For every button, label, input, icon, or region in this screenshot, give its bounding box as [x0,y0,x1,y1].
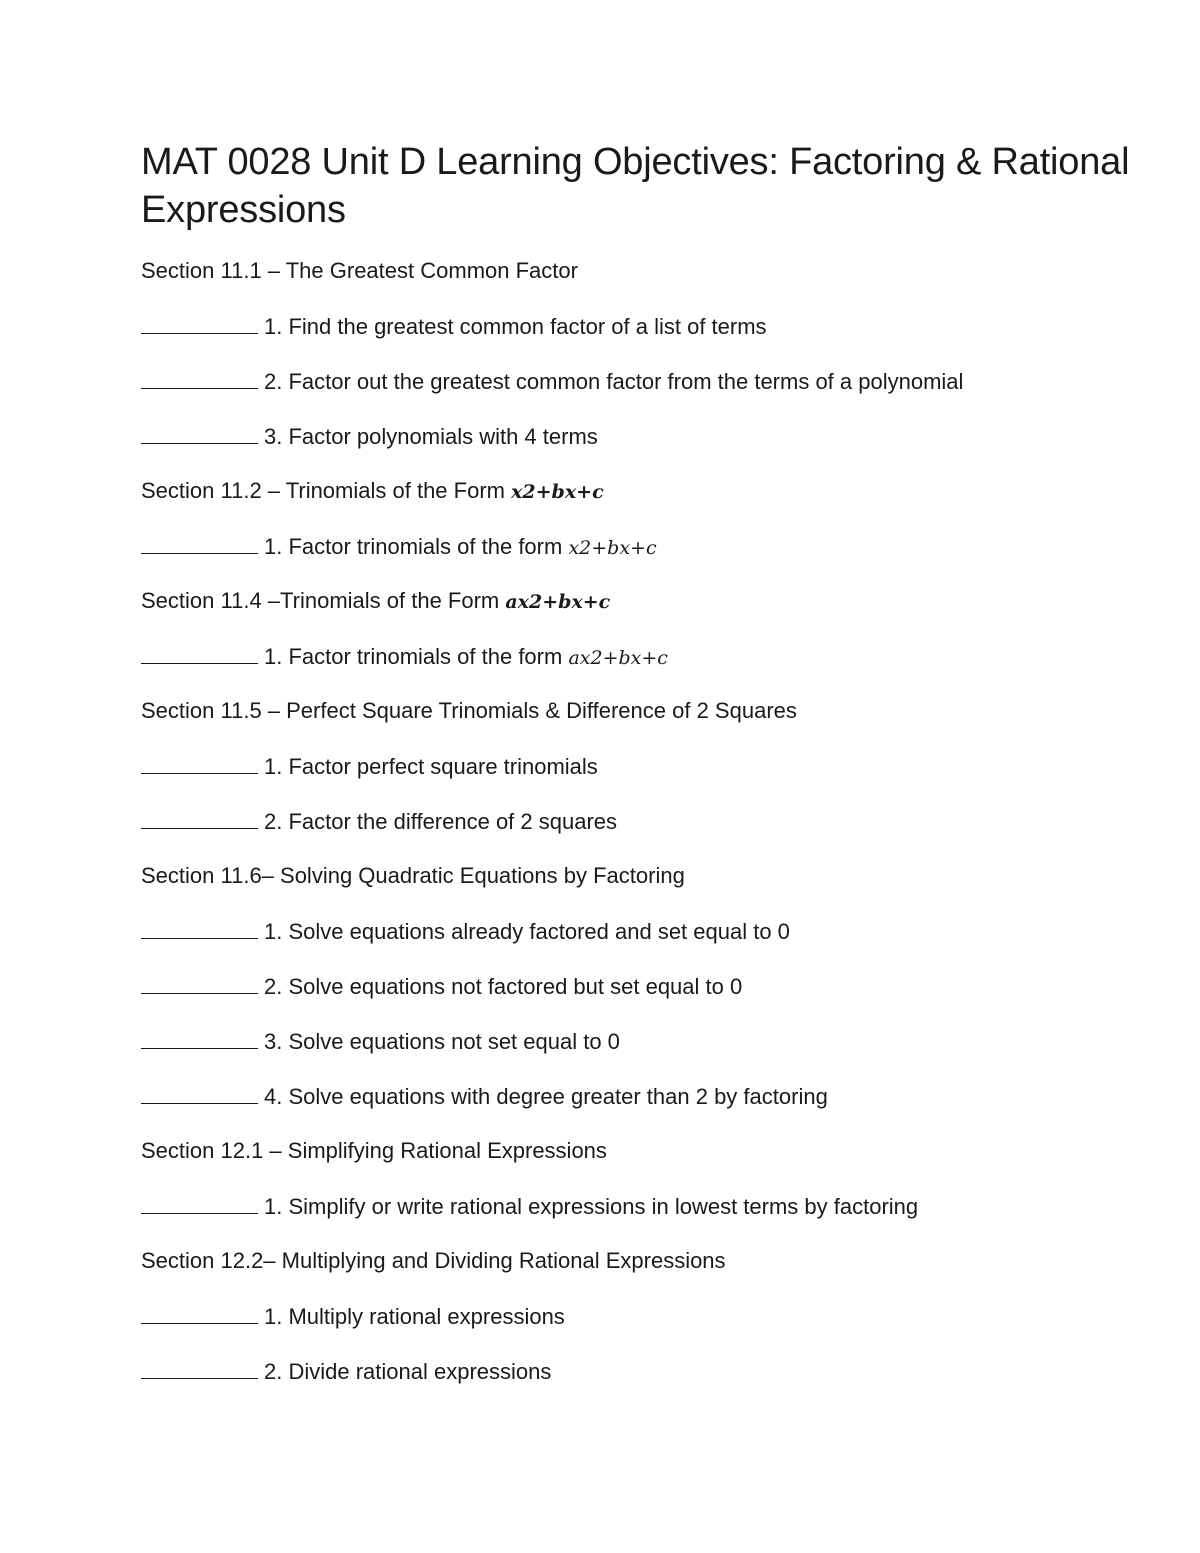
checkoff-blank-line[interactable] [141,1081,258,1104]
objective-item [141,641,1141,671]
objective-text: 1. Solve equations already factored and set equal to 0 [264,919,790,944]
objective-text: 1. Simplify or write rational expressions in lowest terms by factoring [264,1194,919,1219]
objective-text: 4. Solve equations with degree greater than 2 by factoring [264,1084,828,1109]
section-heading [141,1246,1141,1276]
section-heading [141,861,1141,891]
section-heading-text: Section 11.1 – The Greatest Common Factor [141,258,578,283]
objective-text: 1. Find the greatest common factor of a list of terms [264,314,767,339]
objective-item [141,1356,1141,1386]
checkoff-blank-line[interactable] [141,1026,258,1049]
checkoff-blank-line[interactable] [141,421,258,444]
checkoff-blank-line[interactable] [141,971,258,994]
objective-item [141,366,1141,396]
checkoff-blank-line[interactable] [141,641,258,664]
objective-text: 1. Factor trinomials of the form [264,534,569,559]
objective-item [141,916,1141,946]
objective-item [141,1191,1141,1221]
objective-text: 2. Factor the difference of 2 squares [264,809,618,834]
section-heading [141,476,1141,506]
objective-item [141,531,1141,561]
objective-text: 3. Factor polynomials with 4 terms [264,424,598,449]
document-page [141,138,1141,1411]
objective-item [141,1301,1141,1331]
section-heading-text: Section 12.1 – Simplifying Rational Expressions [141,1138,607,1163]
checkoff-blank-line[interactable] [141,751,258,774]
objective-formula: x2+bx+c [568,537,657,559]
section-heading-text: Section 12.2– Multiplying and Dividing Rational Expressions [141,1248,726,1273]
objective-formula: ax2+bx+c [568,647,668,669]
section-heading-text: Section 11.6– Solving Quadratic Equations by Factoring [141,863,685,888]
objective-text: 2. Solve equations not factored but set equal to 0 [264,974,743,999]
section-heading [141,1136,1141,1166]
checkoff-blank-line[interactable] [141,806,258,829]
section-heading-text: Section 11.4 –Trinomials of the Form [141,588,506,613]
section-heading [141,256,1141,286]
objective-text: 2. Factor out the greatest common factor from the terms of a polynomial [264,369,964,394]
checkoff-blank-line[interactable] [141,1301,258,1324]
objective-item [141,751,1141,781]
section-heading-formula: ax2+bx+c [505,591,611,613]
objective-item [141,311,1141,341]
objective-text: 1. Multiply rational expressions [264,1304,565,1329]
checkoff-blank-line[interactable] [141,1191,258,1214]
section-heading-formula: x2+bx+c [511,481,604,503]
section-heading [141,586,1141,616]
sections-container [141,256,1141,1386]
objective-item [141,421,1141,451]
objective-item [141,1081,1141,1111]
objective-text: 1. Factor trinomials of the form [264,644,569,669]
objective-item [141,806,1141,836]
objective-text: 3. Solve equations not set equal to 0 [264,1029,620,1054]
section-heading [141,696,1141,726]
checkoff-blank-line[interactable] [141,916,258,939]
checkoff-blank-line[interactable] [141,366,258,389]
document-title: MAT 0028 Unit D Learning Objectives: Factoring & Rational Expressions [141,141,1130,231]
objective-item [141,971,1141,1001]
objective-item [141,1026,1141,1056]
objective-text: 2. Divide rational expressions [264,1359,552,1384]
checkoff-blank-line[interactable] [141,1356,258,1379]
section-heading-text: Section 11.5 – Perfect Square Trinomials & Difference of 2 Squares [141,698,797,723]
checkoff-blank-line[interactable] [141,311,258,334]
objective-text: 1. Factor perfect square trinomials [264,754,598,779]
section-heading-text: Section 11.2 – Trinomials of the Form [141,478,512,503]
checkoff-blank-line[interactable] [141,531,258,554]
